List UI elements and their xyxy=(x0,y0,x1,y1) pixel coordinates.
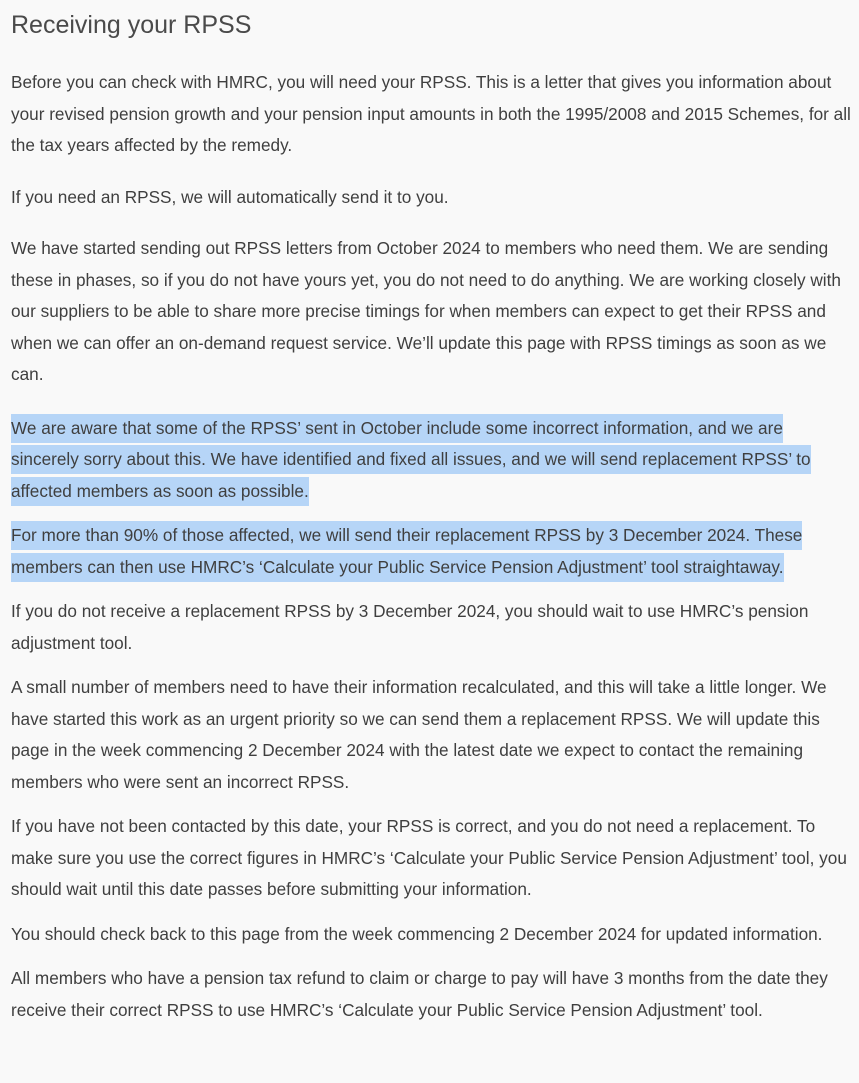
paragraph-automatic-send xyxy=(11,182,853,214)
paragraph-text: If you do not receive a replacement RPSS by 3 December 2024, you should wait to use HMRC’s pension adjustment tool. xyxy=(11,601,809,653)
paragraph-text: If you have not been contacted by this date, your RPSS is correct, and you do not need a replacement. To make sure you use the correct figures in HMRC’s ‘Calculate your Public Service Pension Adjustment’ tool, you should wait until this date passes before submitting your information. xyxy=(11,816,847,899)
page-title: Receiving your RPSS xyxy=(11,11,252,39)
paragraph-incorrect-information[interactable] xyxy=(11,413,853,508)
paragraph-sending-phases xyxy=(11,233,853,391)
paragraph-wait-to-use-tool xyxy=(11,596,853,659)
selected-text[interactable]: We are aware that some of the RPSS’ sent in October include some incorrect information, and we are sincerely sorry about this. We have identified and fixed all issues, and we will send replacement RPSS’ to affected members as soon as possible. xyxy=(11,414,811,506)
paragraph-text: All members who have a pension tax refund to claim or charge to pay will have 3 months from the date they receive their correct RPSS to use HMRC’s ‘Calculate your Public Service Pension Adjustment’ tool. xyxy=(11,968,828,1020)
paragraph-text: You should check back to this page from the week commencing 2 December 2024 for updated information. xyxy=(11,923,823,944)
paragraph-rpss-intro xyxy=(11,67,853,162)
paragraph-text: A small number of members need to have their information recalculated, and this will take a little longer. We have started this work as an urgent priority so we can send them a replacement RPSS. We will update this page in the week commencing 2 December 2024 with the latest date we expect to contact the remaining members who were sent an incorrect RPSS. xyxy=(11,677,827,792)
paragraph-text: Before you can check with HMRC, you will need your RPSS. This is a letter that gives you information about your revised pension growth and your pension input amounts in both the 1995/2008 and 2015 Schemes, for all the tax years affected by the remedy. xyxy=(11,72,851,155)
paragraph-three-months xyxy=(11,963,853,1026)
paragraph-text: We have started sending out RPSS letters from October 2024 to members who need them. We are sending these in phases, so if you do not have yours yet, you do not need to do anything. We are working closely with our suppliers to be able to share more precise timings for when members can expect to get their RPSS and when we can offer an on-demand request service. We’ll update this page with RPSS timings as soon as we can. xyxy=(11,238,841,384)
paragraph-recalculation xyxy=(11,672,853,798)
paragraph-check-back xyxy=(11,919,853,951)
selected-text[interactable]: For more than 90% of those affected, we will send their replacement RPSS by 3 December 2024. These members can then use HMRC’s ‘Calculate your Public Service Pension Adjustment’ tool straightaway. xyxy=(11,521,802,582)
paragraph-replacement-date[interactable] xyxy=(11,520,853,583)
paragraph-not-contacted xyxy=(11,811,853,906)
paragraph-text: If you need an RPSS, we will automatically send it to you. xyxy=(11,186,449,207)
